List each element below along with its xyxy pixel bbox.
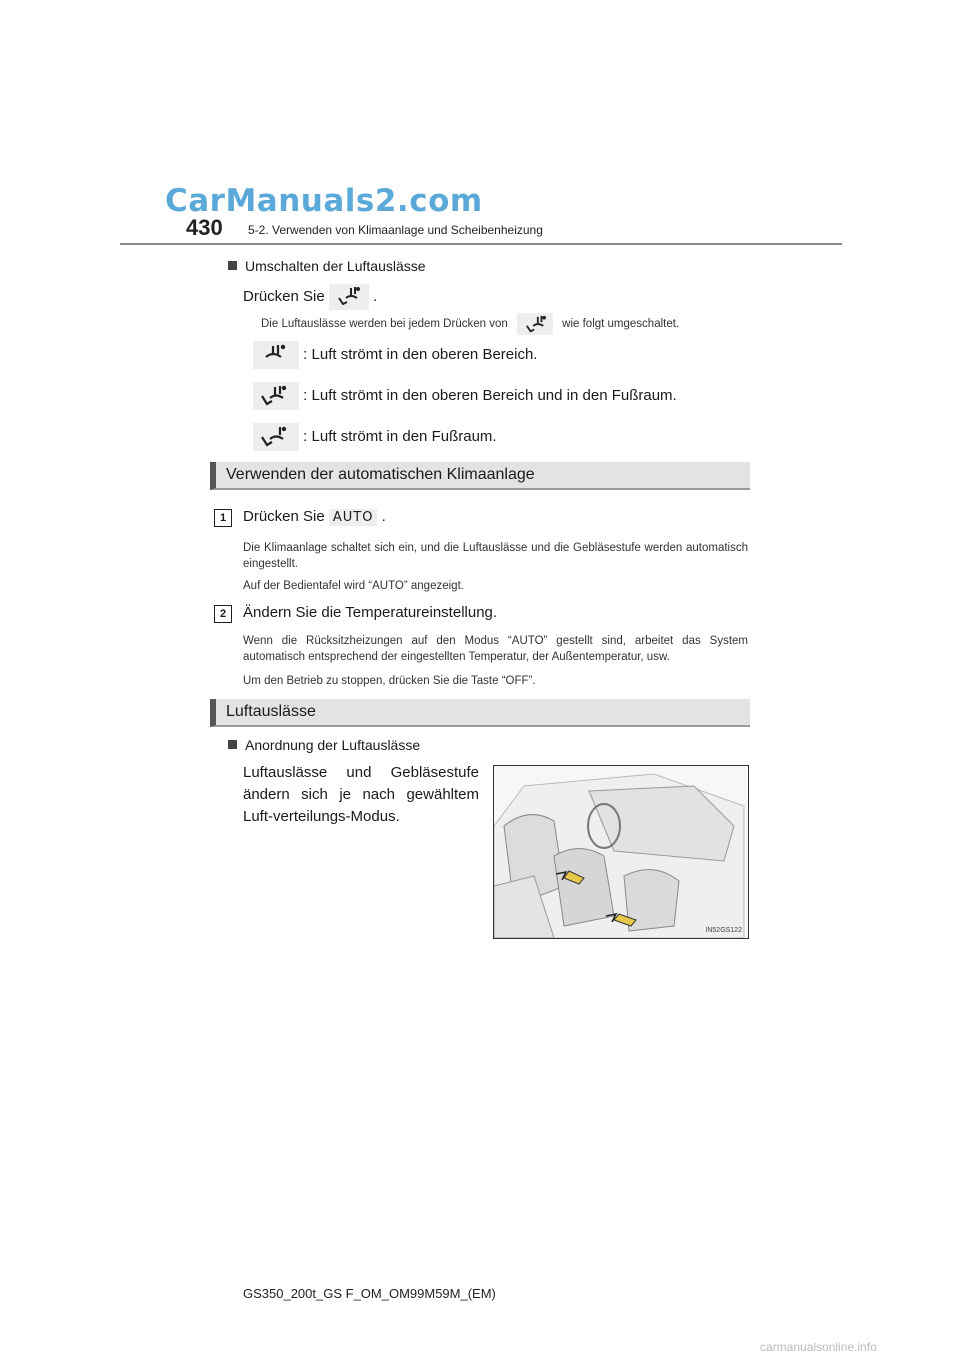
mode-item: : Luft strömt in den oberen Bereich. — [253, 341, 537, 369]
face-feet-airflow-icon — [253, 382, 299, 410]
watermark-logo: CarManuals2.com — [165, 183, 483, 219]
auto-button-label: AUTO — [329, 509, 378, 526]
watermark-footer: carmanualsonline.info — [760, 1340, 877, 1354]
outlets-section-title: Luftauslässe — [226, 703, 316, 720]
car-interior-illustration — [493, 765, 749, 939]
page-number: 430 — [186, 215, 223, 240]
square-bullet-icon — [228, 740, 237, 749]
auto-section-band — [210, 462, 750, 490]
outlet-switch-note: Die Luftauslässe werden bei jedem Drücken von wie folgt umgeschaltet. — [261, 313, 679, 335]
footer-code: GS350_200t_GS F_OM_OM99M59M_(EM) — [243, 1286, 496, 1301]
header-divider — [120, 243, 842, 245]
figure-code: IN52GS122 — [705, 927, 742, 934]
step-1-note: Auf der Bedientafel wird “AUTO” angezeigt. — [243, 580, 464, 592]
face-airflow-icon — [253, 341, 299, 369]
mode-item: : Luft strömt in den oberen Bereich und in den Fußraum. — [253, 382, 677, 410]
square-bullet-icon — [228, 261, 237, 270]
step-1-note: Die Klimaanlage schaltet sich ein, und die Luftauslässe und die Gebläsestufe werden automatisch eingestellt. — [243, 542, 748, 570]
outlets-section-band — [210, 699, 750, 727]
outlets-sub-heading: Anordnung der Luftauslässe — [228, 737, 420, 753]
mode-item: : Luft strömt in den Fußraum. — [253, 423, 497, 451]
section-title: 5-2. Verwenden von Klimaanlage und Scheibenheizung — [248, 223, 543, 237]
step-1-instruction: Drücken Sie AUTO . — [243, 508, 386, 525]
outlet-switch-heading: Umschalten der Luftauslässe — [228, 258, 426, 274]
feet-airflow-icon — [253, 423, 299, 451]
face-feet-airflow-icon — [517, 313, 553, 335]
auto-section-title: Verwenden der automatischen Klimaanlage — [226, 466, 535, 483]
outlet-switch-instruction: Drücken Sie . — [243, 284, 377, 310]
step-number: 1 — [214, 509, 232, 527]
step-2-note: Um den Betrieb zu stoppen, drücken Sie die Taste “OFF”. — [243, 675, 536, 687]
face-feet-airflow-icon — [329, 284, 369, 310]
step-2-instruction: Ändern Sie die Temperatureinstellung. — [243, 604, 498, 621]
step-number: 2 — [214, 605, 232, 623]
step-2-note: Wenn die Rücksitzheizungen auf den Modus “AUTO” gestellt sind, arbeitet das System automatisch entsprechend der eingestellten Temperatur, der Außentemperatur, usw. — [243, 635, 748, 663]
outlets-description: Luftauslässe und Gebläsestufe ändern sich je nach gewähltem Luft-verteilungs-Modus. — [243, 764, 479, 825]
